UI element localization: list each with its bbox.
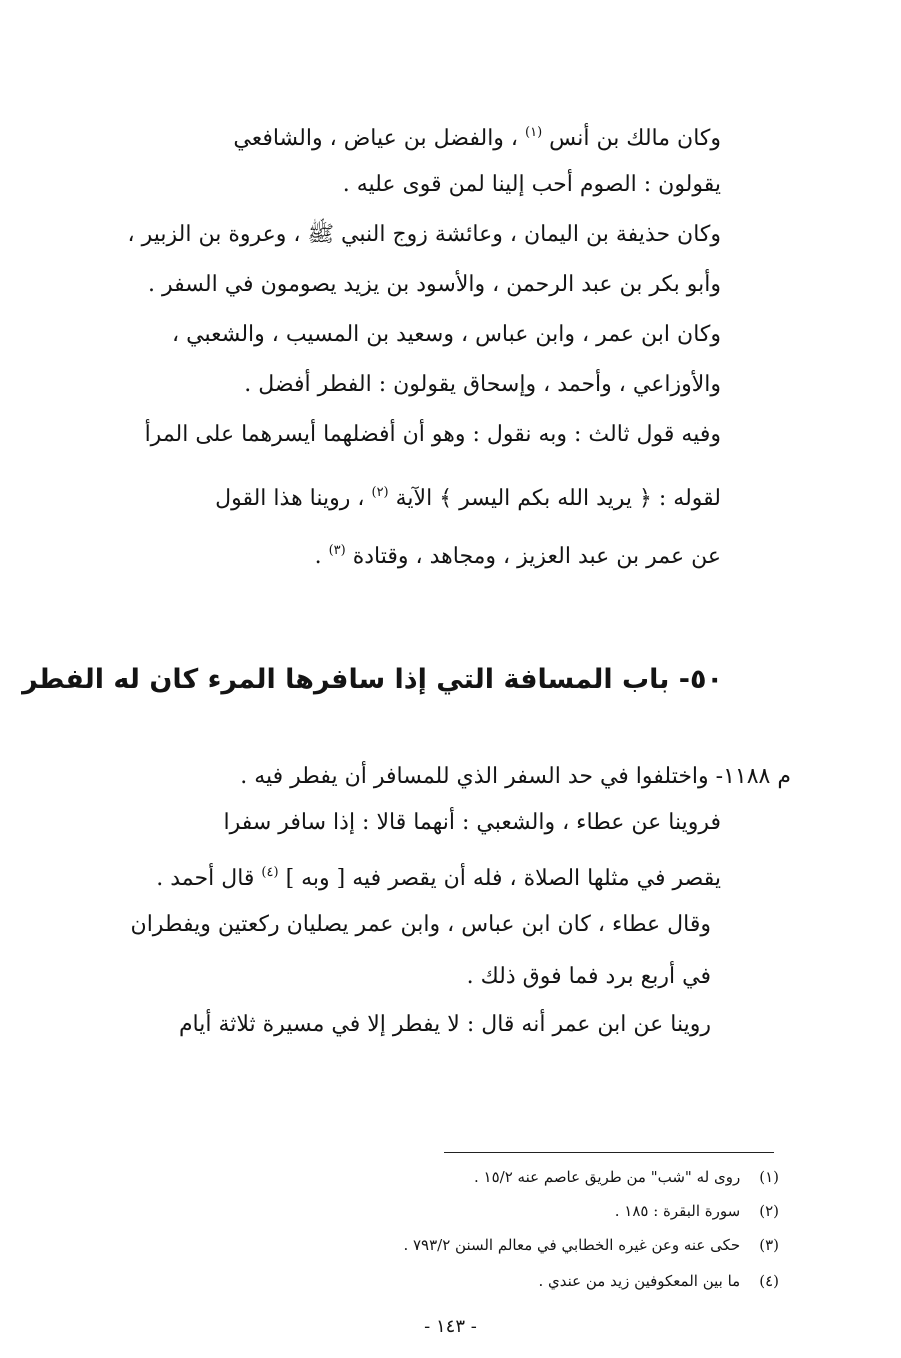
footnote-ref: (٤) — [261, 865, 279, 880]
footnote-number: (١) — [759, 1168, 779, 1186]
page-number: - ١٤٣ - — [424, 1316, 477, 1337]
text-line — [315, 536, 721, 572]
line-text: وكان حذيفة بن اليمان ، وعائشة زوج النبي ﷺ ، وعروة بن الزبير ، — [127, 222, 721, 247]
footnote-divider — [444, 1152, 774, 1153]
footnote-text: حكى عنه وعن غيره الخطابي في معالم السنن ٧٩٣/٢ . — [403, 1236, 741, 1254]
text-line — [343, 170, 721, 200]
line-text: روينا عن ابن عمر أنه قال : لا يفطر إلا في مسيرة ثلاثة أيام — [178, 1012, 711, 1037]
line-text: عن عمر بن عبد العزيز ، ومجاهد ، وقتادة — [352, 544, 721, 569]
text-line — [244, 370, 721, 400]
footnote-text: سورة البقرة : ١٨٥ . — [614, 1202, 741, 1220]
line-text: وقال عطاء ، كان ابن عباس ، وابن عمر يصليان ركعتين ويفطران — [130, 912, 711, 937]
line-text: فروينا عن عطاء ، والشعبي : أنهما قالا : إذا سافر سفرا — [223, 810, 721, 835]
footnote-ref: (١) — [525, 125, 543, 140]
text-line — [179, 1010, 711, 1040]
line-text: م ١١٨٨- واختلفوا في حد السفر الذي للمسافر أن يفطر فيه . — [240, 764, 791, 789]
text-line — [467, 962, 711, 992]
footnote — [403, 1234, 779, 1256]
text-line — [128, 220, 721, 250]
line-text: يقصر في مثلها الصلاة ، فله أن يقصر فيه [ وبه ] — [285, 866, 721, 891]
footnote-number: (٤) — [759, 1272, 779, 1290]
text-line — [156, 858, 721, 894]
footnote — [538, 1270, 779, 1292]
line-text: ، روينا هذا القول — [215, 486, 365, 511]
line-text: قال أحمد . — [156, 866, 255, 891]
footnote-number: (٢) — [759, 1202, 779, 1220]
footnote-text: روى له "شب" من طريق عاصم عنه ١٥/٢ . — [474, 1168, 741, 1186]
footnote-ref: (٣) — [328, 543, 346, 558]
text-line — [223, 808, 721, 838]
line-text: والأوزاعي ، وأحمد ، وإسحاق يقولون : الفطر أفضل . — [244, 372, 721, 397]
line-text: وكان ابن عمر ، وابن عباس ، وسعيد بن المسيب ، والشعبي ، — [172, 322, 721, 347]
line-text: وكان مالك بن أنس — [549, 126, 721, 151]
chapter-heading: ٥٠- باب المسافة التي إذا سافرها المرء كان له الفطر — [22, 664, 723, 695]
line-text: وأبو بكر بن عبد الرحمن ، والأسود بن يزيد يصومون في السفر . — [148, 272, 721, 297]
text-line — [215, 478, 721, 514]
text-line — [240, 762, 791, 792]
line-text: في أربع برد فما فوق ذلك . — [466, 964, 711, 989]
line-text: ، والفضل بن عياض ، والشافعي — [233, 126, 519, 151]
footnote-number: (٣) — [759, 1236, 779, 1254]
footnote — [615, 1200, 779, 1222]
line-text: . — [314, 544, 322, 569]
text-line — [233, 118, 721, 154]
footnote-text: ما بين المعكوفين زيد من عندي . — [538, 1272, 741, 1290]
text-line — [172, 320, 721, 350]
footnote — [474, 1166, 779, 1188]
line-text: يقولون : الصوم أحب إلينا لمن قوى عليه . — [342, 172, 721, 197]
line-text: لقوله : ﴿ يريد الله بكم اليسر ﴾ الآية — [395, 486, 721, 511]
text-line — [148, 270, 721, 300]
line-text: وفيه قول ثالث : وبه نقول : وهو أن أفضلهما أيسرهما على المرأ — [144, 422, 721, 447]
text-line — [131, 910, 711, 940]
text-line — [145, 420, 721, 450]
footnote-ref: (٢) — [371, 485, 389, 500]
